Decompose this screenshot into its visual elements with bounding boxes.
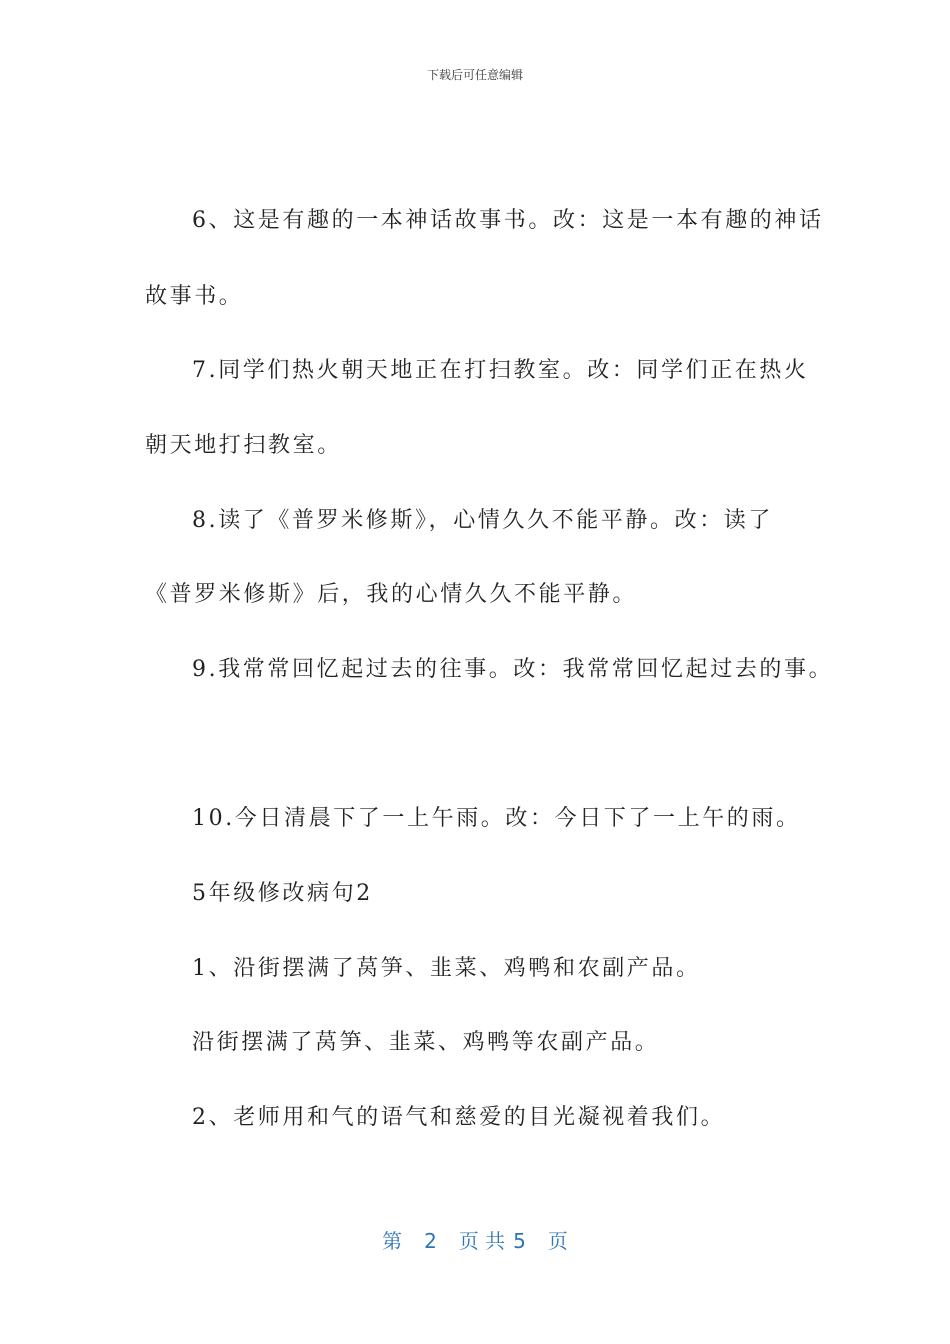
page-label: 第: [382, 1229, 403, 1253]
page-suffix: 页: [547, 1229, 568, 1253]
paragraph-line: 10.今日清晨下了一上午雨。改：今日下了一上午的雨。: [192, 806, 801, 831]
paragraph-line: 1、沿街摆满了莴笋、韭菜、鸡鸭和农副产品。: [192, 956, 701, 981]
paragraph-line: 2、老师用和气的语气和慈爱的目光凝视着我们。: [192, 1105, 726, 1130]
paragraph-line: 朝天地打扫教室。: [145, 433, 342, 458]
paragraph-line: 故事书。: [145, 284, 244, 309]
paragraph-line: 6、这是有趣的一本神话故事书。改：这是一本有趣的神话: [192, 208, 824, 233]
section-heading: 5年级修改病句2: [192, 881, 373, 906]
page-mid-label: 页 共: [458, 1229, 506, 1253]
paragraph-line: 9.我常常回忆起过去的往事。改：我常常回忆起过去的事。: [192, 657, 834, 682]
page-total: 5: [513, 1229, 526, 1253]
page-header: 下载后可任意编辑: [426, 68, 523, 82]
page-current: 2: [424, 1229, 437, 1253]
paragraph-line: 7.同学们热火朝天地正在打扫教室。改：同学们正在热火: [192, 358, 809, 383]
paragraph-line: 沿街摆满了莴笋、韭菜、鸡鸭等农副产品。: [192, 1030, 660, 1055]
paragraph-line: 8.读了《普罗米修斯》，心情久久不能平静。改：读了: [192, 508, 773, 533]
paragraph-line: 《普罗米修斯》后，我的心情久久不能平静。: [145, 582, 638, 607]
page-number-footer: [0, 1225, 950, 1254]
